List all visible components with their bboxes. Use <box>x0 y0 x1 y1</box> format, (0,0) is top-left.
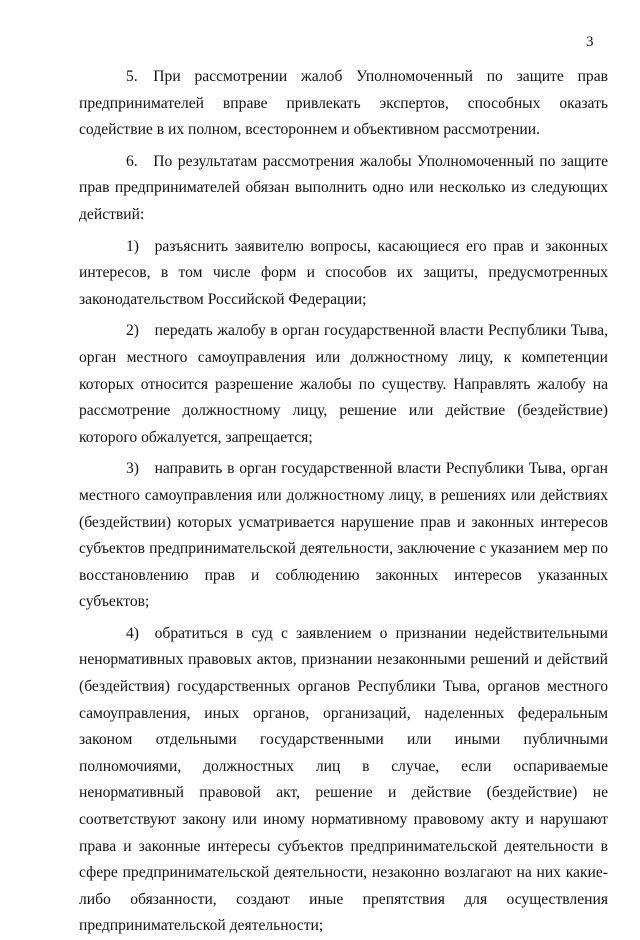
subparagraph-3: 3) направить в орган государственной власти Республики Тыва, орган местного самоуправления или должностному лицу, в решениях или действиях (бездействии) которых усматривается нарушение прав и законных интересов субъектов предпринимательской деятельности, заключение с указанием мер по восстановлению прав и соблюдению законных интересов указанных субъектов; <box>79 460 608 611</box>
subparagraph-4: 4) обратиться в суд с заявлением о признании недействительными ненормативных правовых актов, признании незаконными решений и действий (бездействия) государственных органов Республики Тыва, органов местного самоуправления, иных органов, организаций, наделенных федеральным законом отдельными государственными или иными публичными полномочиями, должностных лиц в случае, если оспариваемые ненормативный правовой акт, решение и действие (бездействие) не соответствуют закону или иному нормативному правовому акту и нарушают права и законные интересы субъектов предпринимательской деятельности в сфере предпринимательской деятельности, незаконно возлагают на них какие-либо обязанности, создают иные препятствия для осуществления предпринимательской деятельности; <box>79 624 608 935</box>
document-body <box>79 64 608 940</box>
subparagraph-1: 1) разъяснить заявителю вопросы, касающиеся его прав и законных интересов, в том числе форм и способов их защиты, предусмотренных законодательством Российской Федерации; <box>79 237 608 308</box>
paragraph-item-6: 6. По результатам рассмотрения жалобы Уполномоченный по защите прав предпринимателей обязан выполнить одно или несколько из следующих действий: <box>79 152 608 223</box>
paragraph-item-5: 5. При рассмотрении жалоб Уполномоченный по защите прав предпринимателей вправе привлекать экспертов, способных оказать содействие в их полном, всестороннем и объективном рассмотрении. <box>79 68 608 139</box>
subparagraph-2: 2) передать жалобу в орган государственной власти Республики Тыва, орган местного самоуправления или должностному лицу, к компетенции которых относится разрешение жалобы по существу. Направлять жалобу на рассмотрение должностному лицу, решение или действие (бездействие) которого обжалуется, запрещается; <box>79 322 608 446</box>
page-number: 3 <box>586 34 594 50</box>
